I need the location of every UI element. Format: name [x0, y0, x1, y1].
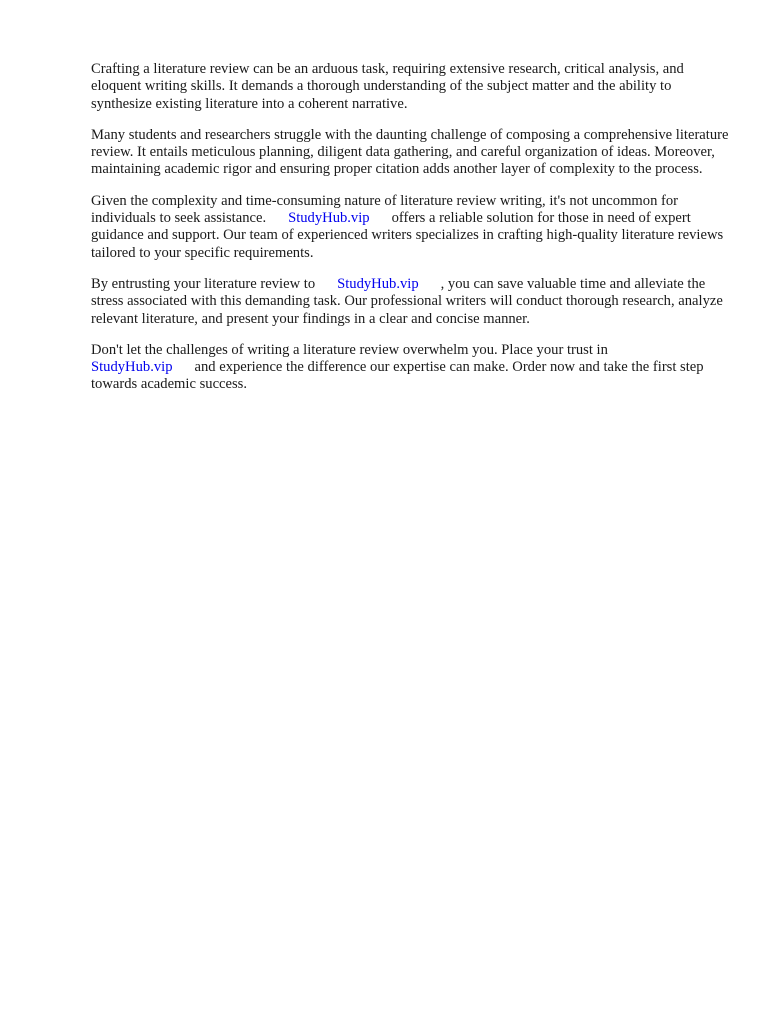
studyhub-link[interactable]: StudyHub.vip — [337, 275, 419, 292]
paragraph-entrust-tail: , you can save valuable time and alleviate the stress associated with this demanding task. Our professional writers will conduct thorough research, analyze relevant literature, and present your findings in a clear and concise manner. — [91, 275, 723, 327]
paragraph-entrust — [91, 276, 731, 328]
paragraph-assistance-lead: Given the complexity and time-consuming nature of literature review writing, it's not uncommon for individuals to seek assistance. — [91, 192, 679, 227]
paragraph-challenge: Many students and researchers struggle with the daunting challenge of composing a comprehensive literature review. It entails meticulous planning, diligent data gathering, and careful organization of ideas. Moreover, maintaining academic rigor and ensuring proper citation adds another layer of complexity to the process. — [91, 126, 729, 178]
paragraph-closing-lead: Don't let the challenges of writing a literature review overwhelm you. Place your trust in — [91, 341, 608, 358]
studyhub-link[interactable]: StudyHub.vip — [91, 359, 173, 376]
paragraph-entrust-lead: By entrusting your literature review to — [91, 275, 316, 292]
paragraph-assistance-tail: offers a reliable solution for those in need of expert guidance and support. Our team of experienced writers specializes in crafting high-quality literature reviews tailored to your specific requirements. — [91, 210, 724, 261]
document-body — [91, 61, 731, 408]
studyhub-link[interactable]: StudyHub.vip — [288, 210, 370, 227]
paragraph-intro: Crafting a literature review can be an arduous task, requiring extensive research, critical analysis, and eloquent writing skills. It demands a thorough understanding of the subject matter and the ability to synthesize existing literature into a coherent narrative. — [91, 61, 684, 112]
paragraph-closing — [91, 342, 731, 394]
paragraph-assistance — [91, 193, 731, 262]
paragraph-closing-tail: and experience the difference our expertise can make. Order now and take the first step towards academic success. — [91, 359, 704, 393]
